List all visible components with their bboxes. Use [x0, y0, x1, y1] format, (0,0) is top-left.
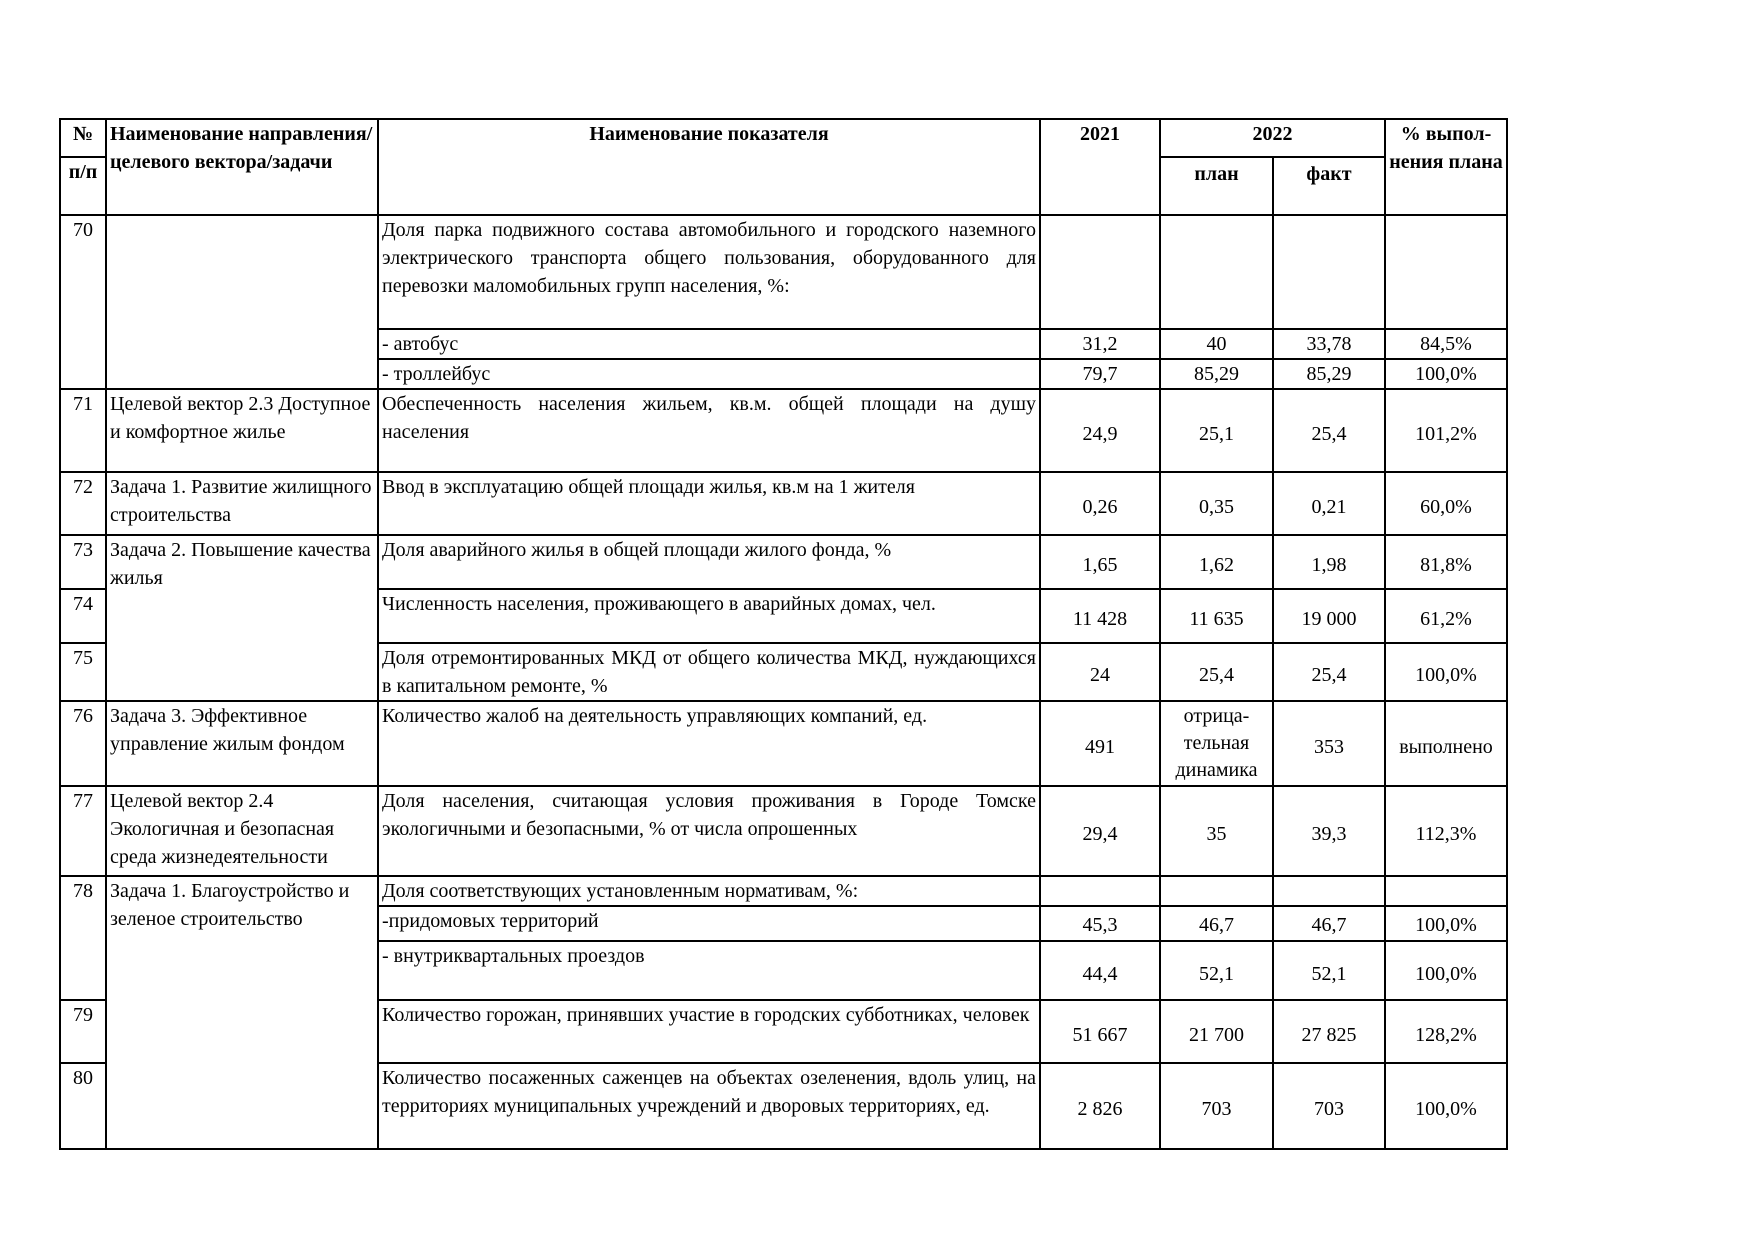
row-percent	[1385, 215, 1507, 329]
row-plan	[1160, 876, 1273, 906]
row-indicator: Обеспеченность населения жильем, кв.м. общей площади на душу населения	[378, 389, 1040, 472]
row-plan	[1160, 215, 1273, 329]
header-percent: % выпол-нения плана	[1385, 119, 1507, 215]
header-indicator: Наименование показателя	[378, 119, 1040, 215]
header-2022: 2022	[1160, 119, 1385, 157]
row-fact	[1273, 215, 1385, 329]
row-plan: 35	[1160, 786, 1273, 876]
table-row	[60, 472, 1507, 535]
row-plan: отрица-тельная динамика	[1160, 701, 1273, 786]
row-percent: 84,5%	[1385, 329, 1507, 359]
row-plan: 11 635	[1160, 589, 1273, 643]
row-indicator: Количество жалоб на деятельность управляющих компаний, ед.	[378, 701, 1040, 786]
header-fact: факт	[1273, 157, 1385, 215]
row-percent: 81,8%	[1385, 535, 1507, 589]
header-plan: план	[1160, 157, 1273, 215]
header-direction: Наименование направления/целевого вектора/задачи	[106, 119, 378, 215]
row-percent	[1385, 876, 1507, 906]
row-2021: 1,65	[1040, 535, 1160, 589]
row-2021: 24	[1040, 643, 1160, 701]
table-row	[60, 215, 1507, 329]
row-percent: 100,0%	[1385, 941, 1507, 1000]
row-plan: 52,1	[1160, 941, 1273, 1000]
row-2021: 45,3	[1040, 906, 1160, 941]
row-num: 80	[60, 1063, 106, 1149]
row-indicator: Количество горожан, принявших участие в городских субботниках, человек	[378, 1000, 1040, 1063]
row-fact: 353	[1273, 701, 1385, 786]
row-2021: 2 826	[1040, 1063, 1160, 1149]
row-fact: 0,21	[1273, 472, 1385, 535]
row-num: 77	[60, 786, 106, 876]
row-direction: Задача 2. Повышение качества жилья	[106, 535, 378, 701]
row-fact: 19 000	[1273, 589, 1385, 643]
row-num: 73	[60, 535, 106, 589]
row-2021: 51 667	[1040, 1000, 1160, 1063]
row-plan: 25,1	[1160, 389, 1273, 472]
row-2021: 491	[1040, 701, 1160, 786]
row-direction: Задача 1. Благоустройство и зеленое строительство	[106, 876, 378, 1149]
row-2021	[1040, 876, 1160, 906]
row-percent: 100,0%	[1385, 1063, 1507, 1149]
row-plan: 85,29	[1160, 359, 1273, 389]
row-num: 75	[60, 643, 106, 701]
row-percent: 112,3%	[1385, 786, 1507, 876]
row-num: 71	[60, 389, 106, 472]
row-fact: 85,29	[1273, 359, 1385, 389]
row-direction: Задача 1. Развитие жилищного строительства	[106, 472, 378, 535]
row-fact: 27 825	[1273, 1000, 1385, 1063]
row-plan: 25,4	[1160, 643, 1273, 701]
row-percent: 128,2%	[1385, 1000, 1507, 1063]
row-fact: 25,4	[1273, 389, 1385, 472]
row-num: 72	[60, 472, 106, 535]
header-2021: 2021	[1040, 119, 1160, 215]
row-fact: 25,4	[1273, 643, 1385, 701]
table-row	[60, 786, 1507, 876]
row-num: 74	[60, 589, 106, 643]
row-plan: 1,62	[1160, 535, 1273, 589]
row-plan: 703	[1160, 1063, 1273, 1149]
table-row	[60, 876, 1507, 906]
row-num: 79	[60, 1000, 106, 1063]
row-2021: 31,2	[1040, 329, 1160, 359]
row-fact: 1,98	[1273, 535, 1385, 589]
row-percent: 100,0%	[1385, 359, 1507, 389]
table-row	[60, 535, 1507, 589]
row-2021: 79,7	[1040, 359, 1160, 389]
row-plan: 46,7	[1160, 906, 1273, 941]
row-2021: 0,26	[1040, 472, 1160, 535]
row-direction: Целевой вектор 2.3 Доступное и комфортное жилье	[106, 389, 378, 472]
row-indicator: - троллейбус	[378, 359, 1040, 389]
row-2021: 29,4	[1040, 786, 1160, 876]
row-num: 76	[60, 701, 106, 786]
row-indicator: Доля отремонтированных МКД от общего количества МКД, нуждающихся в капитальном ремонте, %	[378, 643, 1040, 701]
row-2021: 24,9	[1040, 389, 1160, 472]
row-percent: 61,2%	[1385, 589, 1507, 643]
row-fact	[1273, 876, 1385, 906]
row-indicator: Ввод в эксплуатацию общей площади жилья, кв.м на 1 жителя	[378, 472, 1040, 535]
row-num: 70	[60, 215, 106, 389]
row-indicator: - внутриквартальных проездов	[378, 941, 1040, 1000]
row-plan: 40	[1160, 329, 1273, 359]
row-plan: 0,35	[1160, 472, 1273, 535]
row-fact: 39,3	[1273, 786, 1385, 876]
row-percent: 100,0%	[1385, 643, 1507, 701]
row-direction	[106, 215, 378, 389]
row-fact: 52,1	[1273, 941, 1385, 1000]
indicators-table	[59, 118, 1508, 1150]
row-indicator: - автобус	[378, 329, 1040, 359]
row-indicator: Доля аварийного жилья в общей площади жилого фонда, %	[378, 535, 1040, 589]
row-percent: выполнено	[1385, 701, 1507, 786]
row-percent: 100,0%	[1385, 906, 1507, 941]
header-row-1	[60, 119, 1507, 157]
row-plan: 21 700	[1160, 1000, 1273, 1063]
row-indicator: -придомовых территорий	[378, 906, 1040, 941]
row-fact: 703	[1273, 1063, 1385, 1149]
row-fact: 33,78	[1273, 329, 1385, 359]
row-2021	[1040, 215, 1160, 329]
row-indicator: Численность населения, проживающего в аварийных домах, чел.	[378, 589, 1040, 643]
header-num-bottom: п/п	[60, 157, 106, 215]
row-percent: 60,0%	[1385, 472, 1507, 535]
row-indicator: Доля населения, считающая условия проживания в Городе Томске экологичными и безопасными, % от числа опрошенных	[378, 786, 1040, 876]
header-num-top: №	[60, 119, 106, 157]
row-2021: 44,4	[1040, 941, 1160, 1000]
table-row	[60, 389, 1507, 472]
row-indicator: Доля парка подвижного состава автомобильного и городского наземного электрического транспорта общего пользования, оборудованного для перевозки маломобильных групп населения, %:	[378, 215, 1040, 329]
row-indicator: Количество посаженных саженцев на объектах озеленения, вдоль улиц, на территориях муниципальных учреждений и дворовых территориях, ед.	[378, 1063, 1040, 1149]
row-direction: Задача 3. Эффективное управление жилым фондом	[106, 701, 378, 786]
row-2021: 11 428	[1040, 589, 1160, 643]
table-row	[60, 701, 1507, 786]
row-percent: 101,2%	[1385, 389, 1507, 472]
row-num: 78	[60, 876, 106, 1000]
row-indicator: Доля соответствующих установленным нормативам, %:	[378, 876, 1040, 906]
row-fact: 46,7	[1273, 906, 1385, 941]
row-direction: Целевой вектор 2.4 Экологичная и безопасная среда жизнедеятельности	[106, 786, 378, 876]
